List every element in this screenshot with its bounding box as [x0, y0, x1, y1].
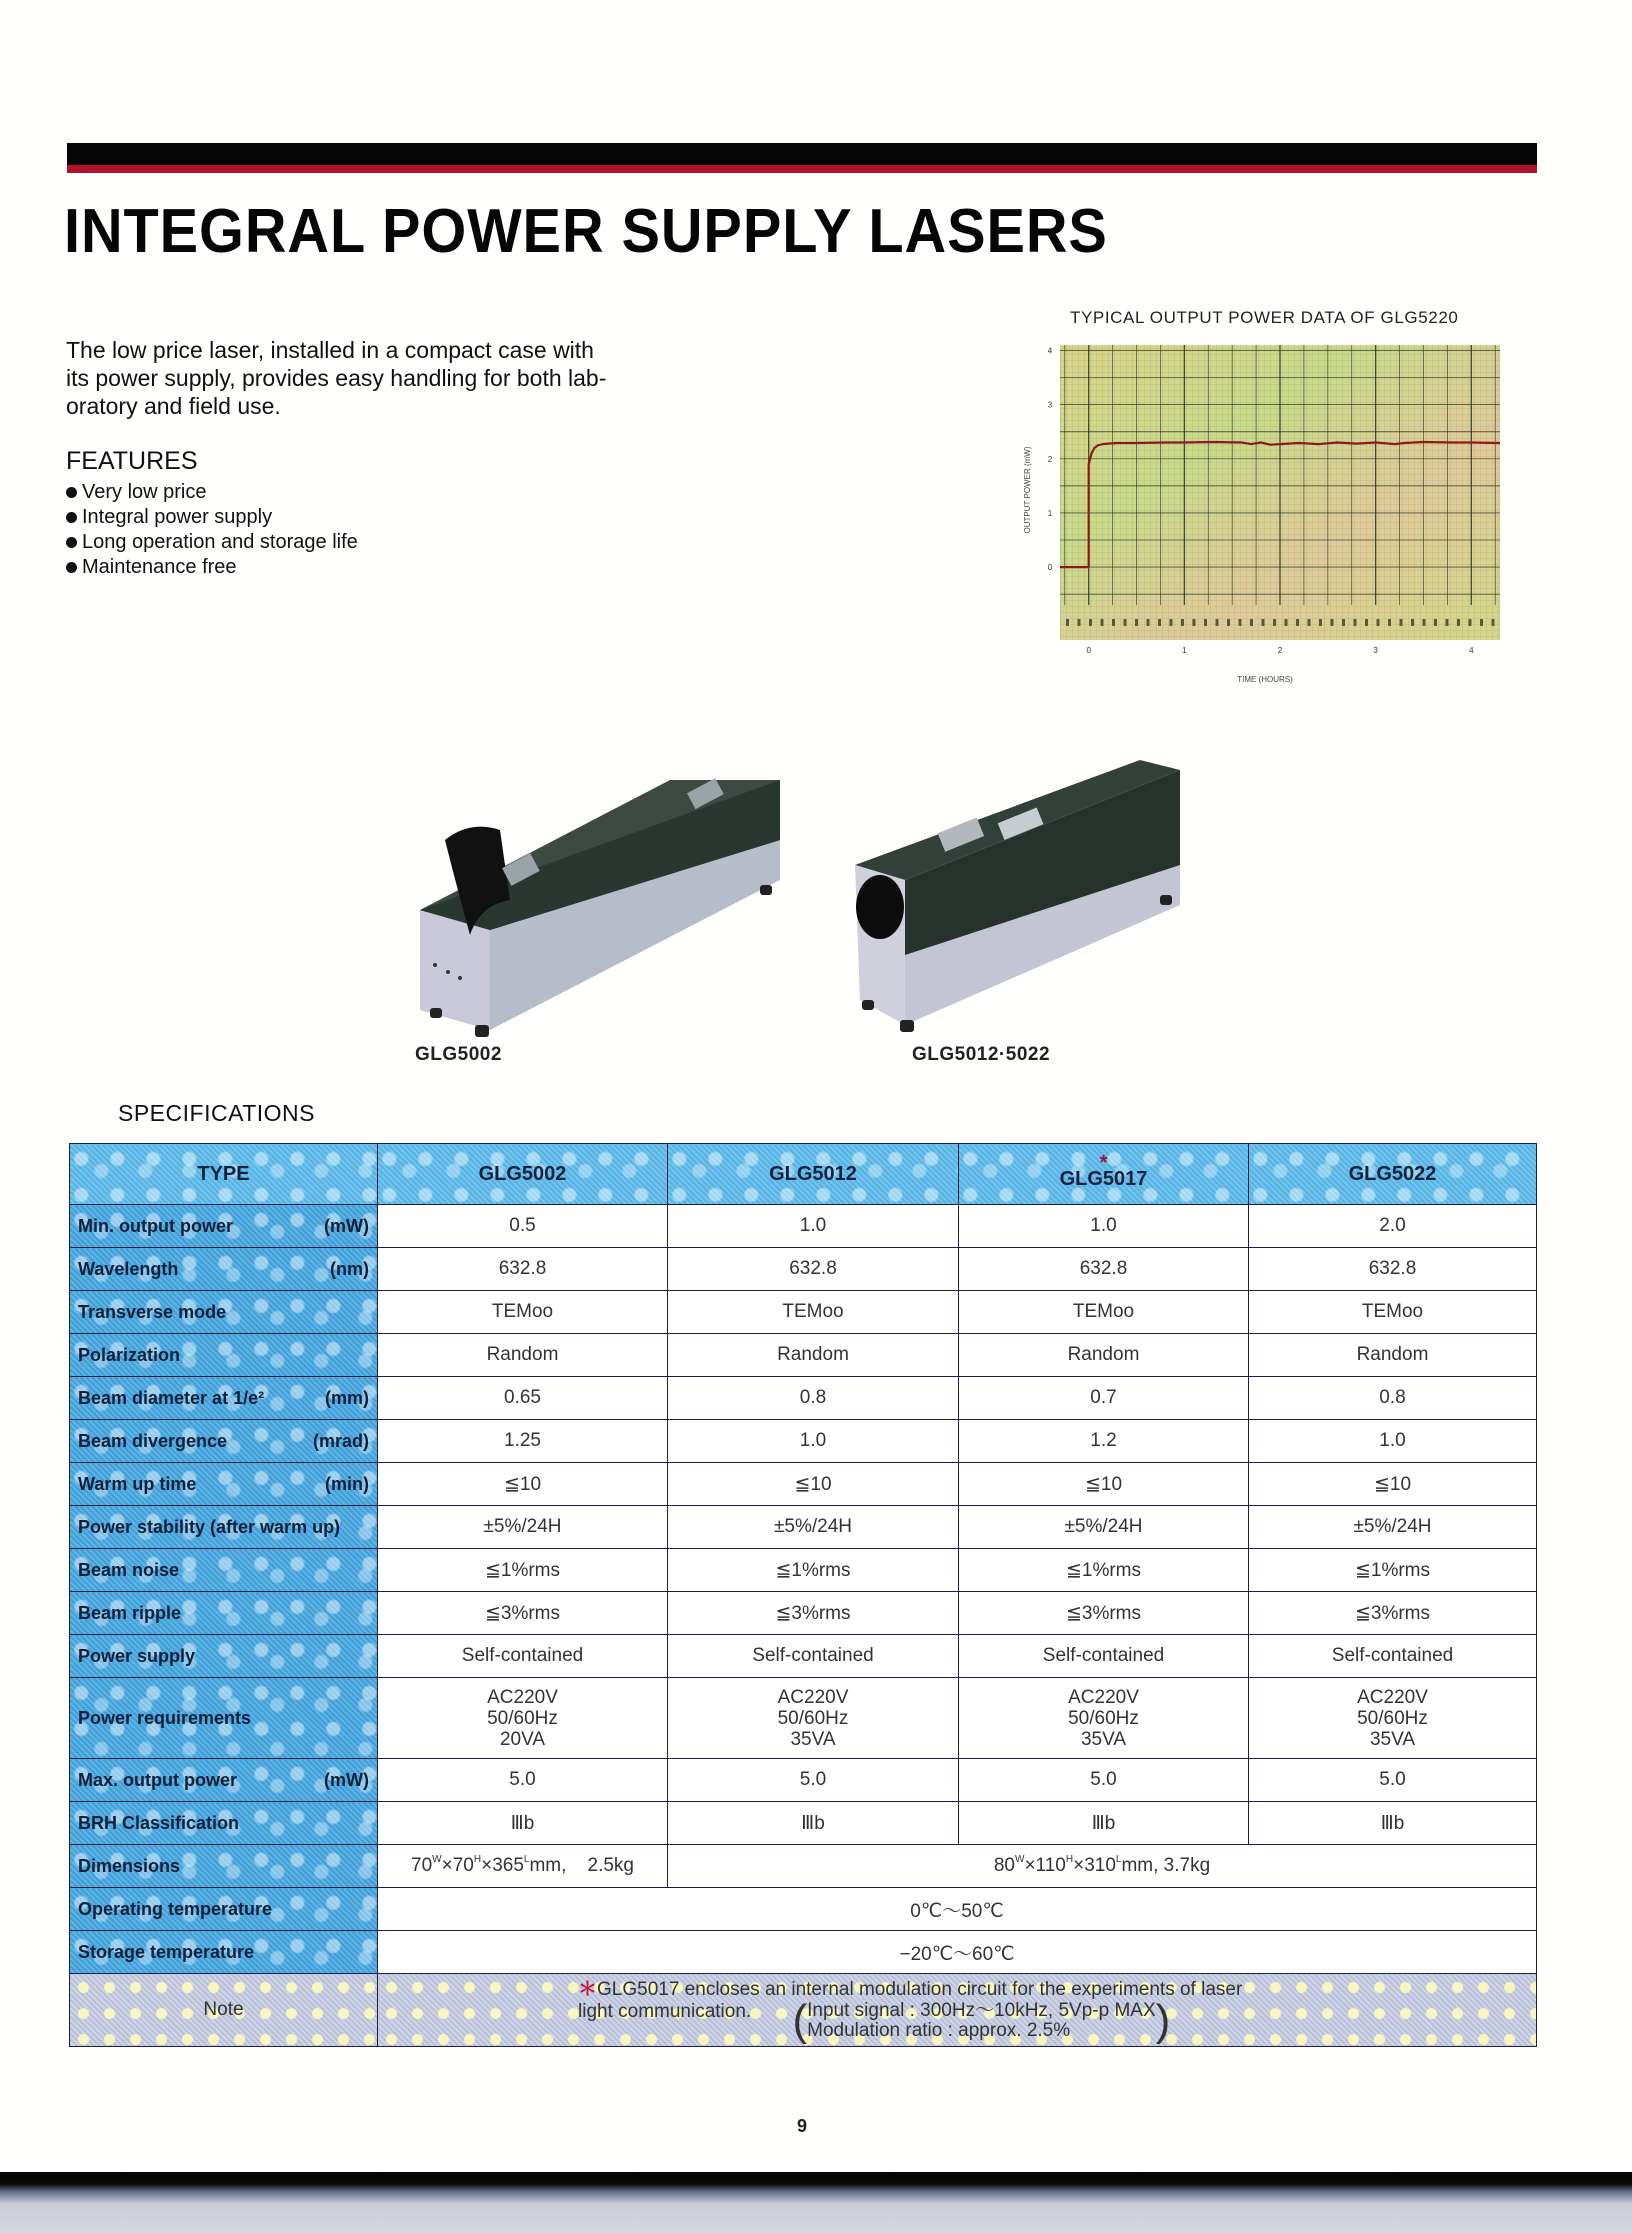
dim-suffix: mm,	[529, 1855, 567, 1876]
chart-title: TYPICAL OUTPUT POWER DATA OF GLG5220	[1070, 308, 1459, 327]
table-row-note	[70, 1974, 1537, 2047]
dim-marker: L	[523, 1854, 530, 1865]
chart-sprocket-hole	[1446, 619, 1449, 626]
page-title: INTEGRAL POWER SUPPLY LASERS	[64, 197, 1108, 266]
chart-sprocket-hole	[1066, 619, 1069, 626]
model-name: GLG5002	[478, 1162, 567, 1185]
chart-sprocket-hole	[1262, 619, 1265, 626]
cell-line: AC220V	[777, 1686, 849, 1708]
chart-sprocket-hole	[1101, 619, 1104, 626]
row-label-text: Beam ripple	[78, 1602, 182, 1623]
chart-sprocket-hole	[1273, 619, 1276, 626]
table-cell: TEMoo	[1249, 1291, 1537, 1334]
table-cell: ≦10	[1249, 1463, 1537, 1506]
table-cell	[1249, 1678, 1537, 1759]
table-cell: 0.8	[668, 1377, 959, 1420]
row-label-text: Dimensions	[78, 1855, 181, 1876]
table-header-row	[70, 1144, 1537, 1205]
left-paren-icon: (	[792, 1996, 808, 2045]
chart-y-axis-label: OUTPUT POWER (mW)	[1023, 446, 1032, 534]
row-label-wrap	[78, 1302, 369, 1323]
cell-line: 50/60Hz	[487, 1707, 558, 1729]
table-cell: 5.0	[668, 1759, 959, 1802]
intro-paragraph	[66, 336, 766, 420]
row-label	[70, 1205, 378, 1248]
dim-marker: H	[1065, 1854, 1074, 1865]
row-label-wrap	[78, 1560, 369, 1581]
row-label-text: Storage temperature	[78, 1941, 255, 1962]
chart-sprocket-hole	[1227, 619, 1230, 626]
table-cell: ≦1%rms	[1249, 1549, 1537, 1592]
cell-line: 50/60Hz	[1357, 1707, 1428, 1729]
table-cell: Self-contained	[959, 1635, 1249, 1678]
chart-sprocket-hole	[1308, 619, 1311, 626]
row-label-wrap	[78, 1388, 369, 1409]
dim-marker: H	[473, 1854, 482, 1865]
chart-sprocket-hole	[1319, 619, 1322, 626]
row-label	[70, 1420, 378, 1463]
chart-sprocket-hole	[1204, 619, 1207, 626]
table-cell: ≦10	[959, 1463, 1249, 1506]
row-label	[70, 1845, 378, 1888]
row-label	[70, 1549, 378, 1592]
table-cell: 1.0	[959, 1205, 1249, 1248]
chart-x-tick-label: 0	[1086, 646, 1091, 655]
table-row	[70, 1635, 1537, 1678]
table-cell: Random	[1249, 1334, 1537, 1377]
features-heading: FEATURES	[66, 447, 198, 475]
note-modulation-details	[792, 1996, 1171, 2045]
table-row	[70, 1334, 1537, 1377]
bullet-icon	[66, 562, 77, 573]
features-list	[66, 480, 358, 580]
dim-marker: W	[1014, 1854, 1025, 1865]
table-cell: 0.8	[1249, 1377, 1537, 1420]
table-cell: ≦3%rms	[959, 1592, 1249, 1635]
model-name: GLG5012	[769, 1162, 857, 1185]
chart-sprocket-hole	[1193, 619, 1196, 626]
table-cell: Random	[378, 1334, 668, 1377]
table-row	[70, 1420, 1537, 1463]
table-cell: 0.65	[378, 1377, 668, 1420]
cell-line: AC220V	[487, 1686, 558, 1708]
chart-sprocket-hole	[1457, 619, 1460, 626]
row-unit: (min)	[325, 1473, 369, 1494]
row-label-wrap	[78, 1216, 369, 1237]
model-name: GLG5017	[1059, 1167, 1148, 1190]
cell-line: 20VA	[499, 1728, 546, 1750]
row-label-wrap	[78, 1345, 369, 1366]
table-row	[70, 1678, 1537, 1759]
table-cell: TEMoo	[959, 1291, 1249, 1334]
row-label-wrap	[78, 1603, 369, 1624]
row-label-text: Power requirements	[78, 1707, 252, 1728]
header-type: TYPE	[70, 1144, 378, 1205]
row-label-text: Polarization	[78, 1344, 181, 1365]
note-content	[378, 1974, 1537, 2047]
feature-text: Long operation and storage life	[82, 531, 358, 553]
chart-sprocket-hole	[1181, 619, 1184, 626]
table-cell: ≦1%rms	[668, 1549, 959, 1592]
chart-sprocket-hole	[1089, 619, 1092, 626]
table-row	[70, 1377, 1537, 1420]
table-cell: Ⅲb	[959, 1802, 1249, 1845]
table-row	[70, 1291, 1537, 1334]
chart-sprocket-hole	[1078, 619, 1081, 626]
chart-sprocket-hole	[1492, 619, 1495, 626]
table-cell: Ⅲb	[668, 1802, 959, 1845]
feature-item	[66, 505, 358, 530]
table-cell: 0.5	[378, 1205, 668, 1248]
laser-unit-glg5002-photo	[400, 760, 800, 1040]
row-label	[70, 1635, 378, 1678]
chart-sprocket-hole	[1331, 619, 1334, 626]
table-cell: 1.0	[1249, 1420, 1537, 1463]
dimensions-glg5012-5022: $80^W\times 110^H\times 310^Lmm$, 3.7kg	[668, 1845, 1537, 1888]
table-row	[70, 1248, 1537, 1291]
dim-marker: L	[1115, 1854, 1122, 1865]
table-row-storage-temperature	[70, 1931, 1537, 1974]
table-cell: TEMoo	[668, 1291, 959, 1334]
table-cell: 5.0	[378, 1759, 668, 1802]
chart-sprocket-hole	[1135, 619, 1138, 626]
table-cell: ±5%/24H	[378, 1506, 668, 1549]
chart-sprocket-hole	[1216, 619, 1219, 626]
row-label	[70, 1377, 378, 1420]
dim-weight: 2.5kg	[587, 1855, 634, 1876]
table-cell: 632.8	[959, 1248, 1249, 1291]
table-cell: ≦1%rms	[378, 1549, 668, 1592]
table-cell: 1.0	[668, 1420, 959, 1463]
table-row	[70, 1549, 1537, 1592]
table-cell: ≦3%rms	[1249, 1592, 1537, 1635]
table-cell: 632.8	[378, 1248, 668, 1291]
header-model	[378, 1144, 668, 1205]
bullet-icon	[66, 487, 77, 498]
note-modulation-ratio: Modulation ratio : approx. 2.5%	[807, 2020, 1071, 2041]
model-name: GLG5022	[1348, 1162, 1437, 1185]
row-label	[70, 1931, 378, 1974]
chart-sprocket-hole	[1377, 619, 1380, 626]
chart-sprocket-hole	[1342, 619, 1345, 626]
dim-length: 310	[1084, 1855, 1116, 1876]
row-label	[70, 1802, 378, 1845]
cell-line: AC220V	[1068, 1686, 1139, 1708]
note-input-signal: Input signal : 300Hz～10kHz, 5Vp-p MAX	[807, 2000, 1156, 2021]
row-label	[70, 1291, 378, 1334]
product-caption: GLG5002	[415, 1044, 502, 1065]
table-cell: 1.25	[378, 1420, 668, 1463]
row-label-text: Min. output power	[78, 1215, 233, 1236]
table-cell: Random	[668, 1334, 959, 1377]
row-label	[70, 1334, 378, 1377]
header-bar	[67, 143, 1537, 165]
cell-line: 35VA	[1080, 1728, 1127, 1750]
page-bottom-edge	[0, 2172, 1632, 2233]
table-cell: ≦3%rms	[378, 1592, 668, 1635]
header-stripe	[67, 165, 1537, 173]
table-cell	[668, 1678, 959, 1759]
row-label-wrap	[78, 1770, 369, 1791]
note-line: light communication.	[578, 2001, 752, 2022]
table-row-operating-temperature	[70, 1888, 1537, 1931]
row-label	[70, 1759, 378, 1802]
row-label	[70, 1678, 378, 1759]
row-label-text: BRH Classification	[78, 1812, 240, 1833]
feature-item	[66, 480, 358, 505]
dim-width: 80	[993, 1855, 1015, 1876]
table-cell: 1.2	[959, 1420, 1249, 1463]
row-label-text: Wavelength	[78, 1258, 179, 1279]
table-cell: 0.7	[959, 1377, 1249, 1420]
cell-line: 35VA	[790, 1728, 836, 1750]
chart-sprocket-hole	[1411, 619, 1414, 626]
chart-x-tick-label: 2	[1277, 646, 1283, 655]
cell-line: AC220V	[1357, 1686, 1428, 1708]
chart-y-tick-label: 1	[1047, 508, 1053, 518]
table-row	[70, 1506, 1537, 1549]
table-cell: TEMoo	[378, 1291, 668, 1334]
table-cell: ≦10	[668, 1463, 959, 1506]
feature-item	[66, 555, 358, 580]
row-unit: (mrad)	[312, 1430, 369, 1451]
table-cell: ≦3%rms	[668, 1592, 959, 1635]
chart-sprocket-hole	[1400, 619, 1403, 626]
dim-height: 110	[1035, 1855, 1066, 1876]
bullet-icon	[66, 512, 77, 523]
row-label-text: Beam divergence	[78, 1430, 228, 1451]
table-cell: Self-contained	[378, 1635, 668, 1678]
table-row	[70, 1205, 1537, 1248]
row-label-wrap	[78, 1431, 369, 1452]
row-label	[70, 1888, 378, 1931]
chart-y-tick-label: 3	[1047, 400, 1053, 410]
chart-sprocket-hole	[1354, 619, 1357, 626]
table-cell: ≦1%rms	[959, 1549, 1249, 1592]
chart-sprocket-hole	[1469, 619, 1472, 626]
row-label-text: Power supply	[78, 1645, 196, 1666]
bullet-icon	[66, 537, 77, 548]
table-row	[70, 1759, 1537, 1802]
row-label-wrap	[78, 1517, 369, 1538]
table-row	[70, 1802, 1537, 1845]
row-label-text: Max. output power	[78, 1769, 237, 1790]
row-unit: (mW)	[324, 1769, 369, 1790]
chart-sprocket-hole	[1365, 619, 1368, 626]
row-label-wrap	[78, 1474, 369, 1495]
feature-text: Integral power supply	[82, 506, 273, 528]
chart-sprocket-hole	[1480, 619, 1483, 626]
row-label	[70, 1506, 378, 1549]
table-cell: 2.0	[1249, 1205, 1537, 1248]
header-model	[959, 1144, 1249, 1205]
table-row	[70, 1592, 1537, 1635]
table-cell: ±5%/24H	[668, 1506, 959, 1549]
chart-x-axis-label: TIME (HOURS)	[1237, 675, 1293, 684]
chart-sprocket-hole	[1158, 619, 1161, 626]
chart-sprocket-hole	[1112, 619, 1115, 626]
chart-y-tick-label: 0	[1047, 563, 1053, 573]
chart-sprocket-hole	[1388, 619, 1391, 626]
laser-unit-glg5012-5022-photo	[850, 755, 1190, 1035]
row-label-wrap	[78, 1646, 369, 1667]
row-label-text: Beam noise	[78, 1559, 180, 1580]
row-label-text: Operating temperature	[78, 1898, 273, 1919]
table-row-dimensions	[70, 1845, 1537, 1888]
table-cell: Self-contained	[1249, 1635, 1537, 1678]
chart-y-tick-label: 4	[1047, 346, 1053, 356]
feature-text: Maintenance free	[82, 556, 237, 578]
chart-x-tick-label: 4	[1469, 646, 1474, 655]
dimensions-glg5002: $70^W\times 70^H\times 365^Lmm$, 2.5kg	[378, 1845, 668, 1888]
row-unit: (nm)	[330, 1258, 369, 1279]
row-unit: (mm)	[325, 1387, 369, 1408]
row-label-wrap	[78, 1813, 369, 1834]
header-model	[1249, 1144, 1537, 1205]
row-label-text: Beam diameter at 1/e²	[78, 1387, 265, 1408]
table-cell	[959, 1678, 1249, 1759]
storage-temperature-value: −20℃～60℃	[378, 1931, 1537, 1974]
row-label-wrap	[78, 1259, 369, 1280]
chart-sprocket-hole	[1239, 619, 1242, 626]
table-cell: Ⅲb	[378, 1802, 668, 1845]
cell-line: 50/60Hz	[1068, 1707, 1139, 1729]
output-power-chart	[1000, 330, 1560, 690]
table-cell: ±5%/24H	[1249, 1506, 1537, 1549]
table-cell: ≦10	[378, 1463, 668, 1506]
intro-line: oratory and field use.	[66, 393, 281, 419]
chart-sprocket-hole	[1434, 619, 1437, 626]
right-paren-icon: )	[1155, 1996, 1171, 2045]
table-cell: Self-contained	[668, 1635, 959, 1678]
row-unit: (mW)	[324, 1215, 369, 1236]
chart-sprocket-hole	[1285, 619, 1288, 626]
dim-length: 365	[492, 1855, 524, 1876]
table-cell: Ⅲb	[1249, 1802, 1537, 1845]
chart-x-tick-label: 3	[1373, 646, 1378, 655]
dim-suffix: mm, 3.7kg	[1121, 1855, 1211, 1876]
row-label-text: Transverse mode	[78, 1301, 227, 1322]
row-label	[70, 1463, 378, 1506]
chart-sprocket-hole	[1170, 619, 1173, 626]
table-row	[70, 1463, 1537, 1506]
table-cell: 5.0	[959, 1759, 1249, 1802]
feature-item	[66, 530, 358, 555]
cell-line: 35VA	[1369, 1728, 1416, 1750]
row-label-text: Power stability (after warm up)	[78, 1516, 341, 1537]
table-cell: ±5%/24H	[959, 1506, 1249, 1549]
table-cell	[378, 1678, 668, 1759]
chart-sprocket-hole	[1423, 619, 1426, 626]
specifications-table	[69, 1143, 1537, 2047]
specifications-heading: SPECIFICATIONS	[118, 1100, 315, 1126]
table-cell: 1.0	[668, 1205, 959, 1248]
table-cell: Random	[959, 1334, 1249, 1377]
chart-sprocket-hole	[1124, 619, 1127, 626]
asterisk-marker: ＊	[578, 1979, 598, 2000]
intro-line: its power supply, provides easy handling for both lab-	[66, 365, 607, 391]
feature-text: Very low price	[82, 481, 207, 503]
chart-x-tick-label: 1	[1182, 646, 1187, 655]
dim-height: 70	[452, 1855, 474, 1876]
chart-sprocket-hole	[1296, 619, 1299, 626]
operating-temperature-value: 0℃～50℃	[378, 1888, 1537, 1931]
chart-sprocket-hole	[1147, 619, 1150, 626]
table-cell: 5.0	[1249, 1759, 1537, 1802]
table-cell: 632.8	[668, 1248, 959, 1291]
header-model	[668, 1144, 959, 1205]
chart-y-tick-label: 2	[1047, 454, 1053, 464]
cell-line: 50/60Hz	[777, 1707, 849, 1729]
product-caption: GLG5012·5022	[912, 1044, 1051, 1065]
note-label: Note	[70, 1974, 378, 2047]
row-label	[70, 1248, 378, 1291]
note-line: GLG5017 encloses an internal modulation circuit for the experiments of laser	[597, 1979, 1243, 2000]
row-label	[70, 1592, 378, 1635]
table-cell: 632.8	[1249, 1248, 1537, 1291]
asterisk-marker: *	[1099, 1151, 1108, 1174]
intro-line: The low price laser, installed in a compact case with	[66, 337, 594, 363]
page-number: 9	[797, 2116, 808, 2136]
dim-width: 70	[411, 1855, 433, 1876]
row-label-text: Warm up time	[78, 1473, 197, 1494]
dim-marker: W	[432, 1854, 442, 1865]
chart-sprocket-hole	[1250, 619, 1253, 626]
